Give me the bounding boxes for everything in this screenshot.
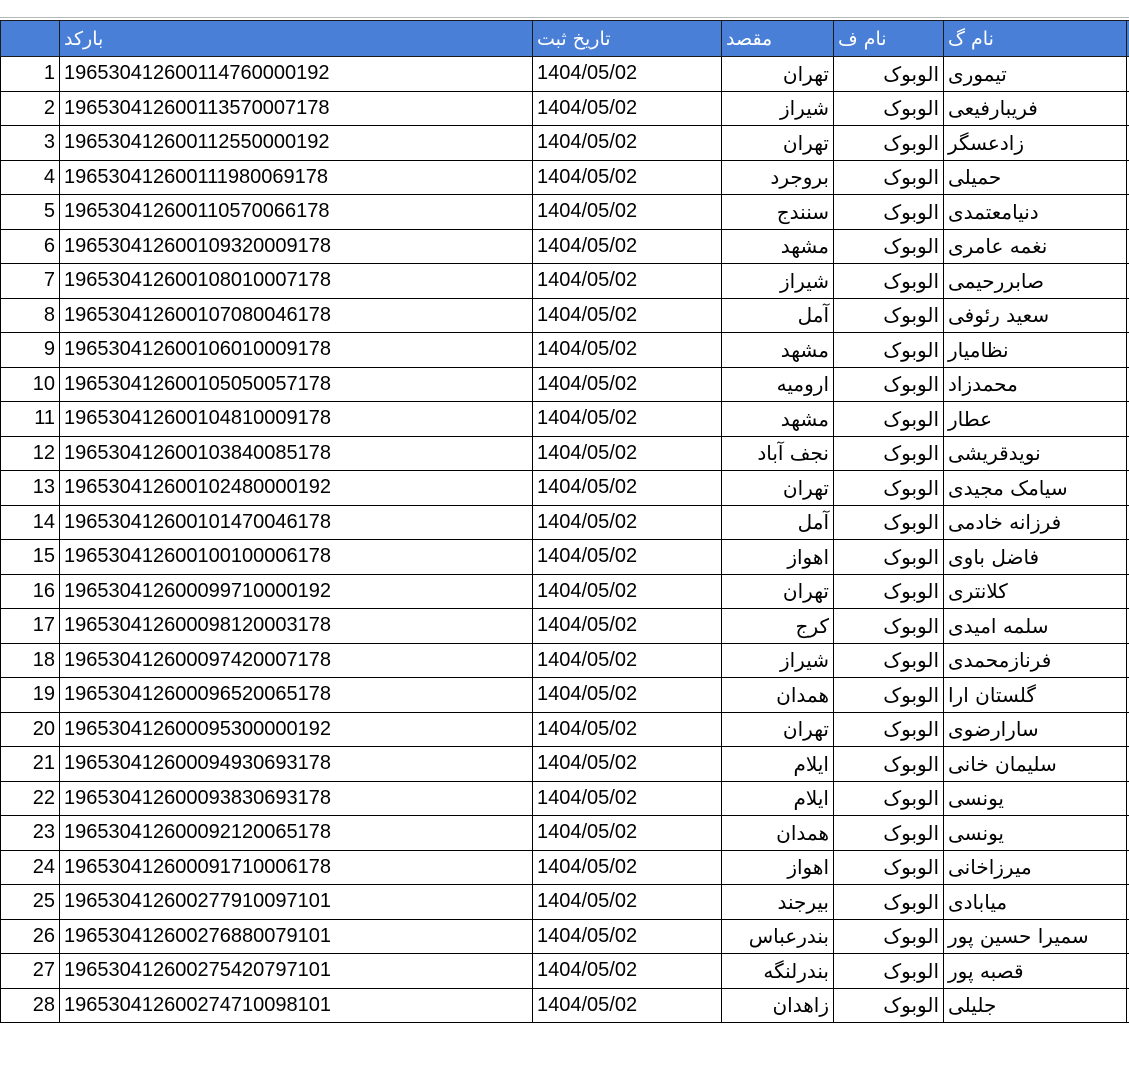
header-row <box>1 21 1129 57</box>
date-cell[interactable]: 1404/05/02 <box>533 505 722 540</box>
last-name-cell[interactable]: نظامیار <box>944 333 1127 368</box>
first-name-cell[interactable]: الوبوک <box>834 712 944 747</box>
destination-cell[interactable]: مشهد <box>722 402 834 437</box>
row-index-cell[interactable]: 5 <box>1 195 60 230</box>
barcode-cell[interactable]: 196530412600097420007178 <box>60 643 533 678</box>
table-row <box>1 229 1129 264</box>
table-row <box>1 195 1129 230</box>
barcode-cell[interactable]: 196530412600093830693178 <box>60 781 533 816</box>
table-row <box>1 126 1129 161</box>
destination-cell[interactable]: بیرجند <box>722 885 834 920</box>
barcode-cell[interactable]: 196530412600105050057178 <box>60 367 533 402</box>
table-row <box>1 367 1129 402</box>
barcode-cell[interactable]: 196530412600108010007178 <box>60 264 533 299</box>
table-row <box>1 91 1129 126</box>
header-barcode[interactable]: بارکد <box>60 21 533 57</box>
row-index-cell[interactable]: 13 <box>1 471 60 506</box>
header-last-name[interactable]: نام گ <box>944 21 1127 57</box>
date-cell[interactable]: 1404/05/02 <box>533 367 722 402</box>
table-row <box>1 712 1129 747</box>
row-index-cell[interactable]: 25 <box>1 885 60 920</box>
destination-cell[interactable]: تهران <box>722 57 834 92</box>
destination-cell[interactable]: ایلام <box>722 747 834 782</box>
date-cell[interactable]: 1404/05/02 <box>533 229 722 264</box>
barcode-cell[interactable]: 196530412600277910097101 <box>60 885 533 920</box>
table-row <box>1 160 1129 195</box>
destination-cell[interactable]: تهران <box>722 471 834 506</box>
barcode-cell[interactable]: 196530412600100100006178 <box>60 540 533 575</box>
row-index-cell[interactable]: 19 <box>1 678 60 713</box>
last-name-cell[interactable]: سمیرا حسین پور <box>944 919 1127 954</box>
date-cell[interactable]: 1404/05/02 <box>533 436 722 471</box>
destination-cell[interactable]: تهران <box>722 126 834 161</box>
date-cell[interactable]: 1404/05/02 <box>533 643 722 678</box>
row-index-cell[interactable]: 28 <box>1 988 60 1023</box>
date-cell[interactable]: 1404/05/02 <box>533 816 722 851</box>
shipment-table <box>0 20 1129 1023</box>
first-name-cell[interactable]: الوبوک <box>834 160 944 195</box>
destination-cell[interactable]: همدان <box>722 816 834 851</box>
date-cell[interactable]: 1404/05/02 <box>533 885 722 920</box>
header-first-name[interactable]: نام ف <box>834 21 944 57</box>
last-name-cell[interactable]: قصبه پور <box>944 954 1127 989</box>
destination-cell[interactable]: بندرعباس <box>722 919 834 954</box>
date-cell[interactable]: 1404/05/02 <box>533 471 722 506</box>
row-index-cell[interactable]: 17 <box>1 609 60 644</box>
table-row <box>1 643 1129 678</box>
first-name-cell[interactable]: الوبوک <box>834 229 944 264</box>
table-row <box>1 885 1129 920</box>
barcode-cell[interactable]: 196530412600106010009178 <box>60 333 533 368</box>
last-name-cell[interactable]: فرزانه خادمی <box>944 505 1127 540</box>
row-index-cell[interactable]: 10 <box>1 367 60 402</box>
last-name-cell[interactable]: سلیمان خانی <box>944 747 1127 782</box>
table-row <box>1 471 1129 506</box>
first-name-cell[interactable]: الوبوک <box>834 195 944 230</box>
barcode-cell[interactable]: 196530412600095300000192 <box>60 712 533 747</box>
destination-cell[interactable]: نجف آباد <box>722 436 834 471</box>
date-cell[interactable]: 1404/05/02 <box>533 126 722 161</box>
table-row <box>1 574 1129 609</box>
first-name-cell[interactable]: الوبوک <box>834 540 944 575</box>
first-name-cell[interactable]: الوبوک <box>834 954 944 989</box>
row-index-cell[interactable]: 3 <box>1 126 60 161</box>
last-name-cell[interactable]: میابادی <box>944 885 1127 920</box>
table-row <box>1 505 1129 540</box>
barcode-cell[interactable]: 196530412600094930693178 <box>60 747 533 782</box>
destination-cell[interactable]: ارومیه <box>722 367 834 402</box>
table-row <box>1 919 1129 954</box>
destination-cell[interactable]: همدان <box>722 678 834 713</box>
first-name-cell[interactable]: الوبوک <box>834 505 944 540</box>
first-name-cell[interactable]: الوبوک <box>834 781 944 816</box>
date-cell[interactable]: 1404/05/02 <box>533 850 722 885</box>
last-name-cell[interactable]: حمیلی <box>944 160 1127 195</box>
table-row <box>1 402 1129 437</box>
first-name-cell[interactable]: الوبوک <box>834 988 944 1023</box>
last-name-cell[interactable]: دنیامعتمدی <box>944 195 1127 230</box>
last-name-cell[interactable]: سیامک مجیدی <box>944 471 1127 506</box>
barcode-cell[interactable]: 196530412600109320009178 <box>60 229 533 264</box>
first-name-cell[interactable]: الوبوک <box>834 298 944 333</box>
row-index-cell[interactable]: 12 <box>1 436 60 471</box>
destination-cell[interactable]: بروجرد <box>722 160 834 195</box>
last-name-cell[interactable]: فرنازمحمدی <box>944 643 1127 678</box>
first-name-cell[interactable]: الوبوک <box>834 850 944 885</box>
last-name-cell[interactable]: زادعسگر <box>944 126 1127 161</box>
row-index-cell[interactable]: 24 <box>1 850 60 885</box>
last-name-cell[interactable]: یونسی <box>944 781 1127 816</box>
date-cell[interactable]: 1404/05/02 <box>533 402 722 437</box>
row-index-cell[interactable]: 20 <box>1 712 60 747</box>
row-index-cell[interactable]: 26 <box>1 919 60 954</box>
table-row <box>1 298 1129 333</box>
first-name-cell[interactable]: الوبوک <box>834 57 944 92</box>
destination-cell[interactable]: اهواز <box>722 850 834 885</box>
row-index-cell[interactable]: 11 <box>1 402 60 437</box>
date-cell[interactable]: 1404/05/02 <box>533 57 722 92</box>
table-row <box>1 954 1129 989</box>
table-row <box>1 540 1129 575</box>
date-cell[interactable]: 1404/05/02 <box>533 919 722 954</box>
last-name-cell[interactable]: کلانتری <box>944 574 1127 609</box>
barcode-cell[interactable]: 196530412600275420797101 <box>60 954 533 989</box>
first-name-cell[interactable]: الوبوک <box>834 643 944 678</box>
first-name-cell[interactable]: الوبوک <box>834 574 944 609</box>
row-index-cell[interactable]: 1 <box>1 57 60 92</box>
row-index-cell[interactable]: 27 <box>1 954 60 989</box>
table-row <box>1 988 1129 1023</box>
destination-cell[interactable]: شیراز <box>722 264 834 299</box>
row-index-cell[interactable]: 22 <box>1 781 60 816</box>
barcode-cell[interactable]: 196530412600110570066178 <box>60 195 533 230</box>
last-name-cell[interactable]: سعید رئوفی <box>944 298 1127 333</box>
table-row <box>1 609 1129 644</box>
table-row <box>1 816 1129 851</box>
barcode-cell[interactable]: 196530412600096520065178 <box>60 678 533 713</box>
first-name-cell[interactable]: الوبوک <box>834 678 944 713</box>
first-name-cell[interactable]: الوبوک <box>834 126 944 161</box>
header-index-cell[interactable] <box>1 21 60 57</box>
destination-cell[interactable]: کرج <box>722 609 834 644</box>
barcode-cell[interactable]: 196530412600102480000192 <box>60 471 533 506</box>
row-index-cell[interactable]: 6 <box>1 229 60 264</box>
row-index-cell[interactable]: 16 <box>1 574 60 609</box>
table-row <box>1 850 1129 885</box>
last-name-cell[interactable]: عطار <box>944 402 1127 437</box>
first-name-cell[interactable]: الوبوک <box>834 609 944 644</box>
row-index-cell[interactable]: 21 <box>1 747 60 782</box>
sheet-top-strip <box>0 0 1129 18</box>
row-index-cell[interactable]: 15 <box>1 540 60 575</box>
destination-cell[interactable]: زاهدان <box>722 988 834 1023</box>
table-row <box>1 57 1129 92</box>
last-name-cell[interactable]: فاضل باوی <box>944 540 1127 575</box>
barcode-cell[interactable]: 196530412600114760000192 <box>60 57 533 92</box>
barcode-cell[interactable]: 196530412600103840085178 <box>60 436 533 471</box>
last-name-cell[interactable]: تیموری <box>944 57 1127 92</box>
barcode-cell[interactable]: 196530412600101470046178 <box>60 505 533 540</box>
date-cell[interactable]: 1404/05/02 <box>533 574 722 609</box>
destination-cell[interactable]: مشهد <box>722 229 834 264</box>
first-name-cell[interactable]: الوبوک <box>834 816 944 851</box>
table-row <box>1 747 1129 782</box>
row-index-cell[interactable]: 9 <box>1 333 60 368</box>
first-name-cell[interactable]: الوبوک <box>834 747 944 782</box>
last-name-cell[interactable]: محمدزاد <box>944 367 1127 402</box>
first-name-cell[interactable]: الوبوک <box>834 471 944 506</box>
last-name-cell[interactable]: نغمه عامری <box>944 229 1127 264</box>
table-row <box>1 678 1129 713</box>
table-row <box>1 333 1129 368</box>
header-destination[interactable]: مقصد <box>722 21 834 57</box>
date-cell[interactable]: 1404/05/02 <box>533 954 722 989</box>
destination-cell[interactable]: مشهد <box>722 333 834 368</box>
barcode-cell[interactable]: 196530412600104810009178 <box>60 402 533 437</box>
row-index-cell[interactable]: 8 <box>1 298 60 333</box>
table-row <box>1 436 1129 471</box>
last-name-cell[interactable]: گلستان ارا <box>944 678 1127 713</box>
barcode-cell[interactable]: 196530412600092120065178 <box>60 816 533 851</box>
row-index-cell[interactable]: 2 <box>1 91 60 126</box>
date-cell[interactable]: 1404/05/02 <box>533 678 722 713</box>
last-name-cell[interactable]: سلمه امیدی <box>944 609 1127 644</box>
destination-cell[interactable]: بندرلنگه <box>722 954 834 989</box>
header-date[interactable]: تاریخ ثبت <box>533 21 722 57</box>
first-name-cell[interactable]: الوبوک <box>834 367 944 402</box>
date-cell[interactable]: 1404/05/02 <box>533 988 722 1023</box>
destination-cell[interactable]: اهواز <box>722 540 834 575</box>
last-name-cell[interactable]: سارارضوی <box>944 712 1127 747</box>
last-name-cell[interactable]: فریبارفیعی <box>944 91 1127 126</box>
date-cell[interactable]: 1404/05/02 <box>533 712 722 747</box>
destination-cell[interactable]: ایلام <box>722 781 834 816</box>
row-index-cell[interactable]: 7 <box>1 264 60 299</box>
date-cell[interactable]: 1404/05/02 <box>533 195 722 230</box>
date-cell[interactable]: 1404/05/02 <box>533 540 722 575</box>
last-name-cell[interactable]: صابررحیمی <box>944 264 1127 299</box>
barcode-cell[interactable]: 196530412600276880079101 <box>60 919 533 954</box>
barcode-cell[interactable]: 196530412600099710000192 <box>60 574 533 609</box>
first-name-cell[interactable]: الوبوک <box>834 885 944 920</box>
last-name-cell[interactable]: میرزاخانی <box>944 850 1127 885</box>
destination-cell[interactable]: آمل <box>722 505 834 540</box>
first-name-cell[interactable]: الوبوک <box>834 402 944 437</box>
row-index-cell[interactable]: 4 <box>1 160 60 195</box>
last-name-cell[interactable]: یونسی <box>944 816 1127 851</box>
date-cell[interactable]: 1404/05/02 <box>533 747 722 782</box>
date-cell[interactable]: 1404/05/02 <box>533 264 722 299</box>
date-cell[interactable]: 1404/05/02 <box>533 609 722 644</box>
last-name-cell[interactable]: نویدقریشی <box>944 436 1127 471</box>
date-cell[interactable]: 1404/05/02 <box>533 781 722 816</box>
barcode-cell[interactable]: 196530412600098120003178 <box>60 609 533 644</box>
table-row <box>1 264 1129 299</box>
barcode-cell[interactable]: 196530412600091710006178 <box>60 850 533 885</box>
first-name-cell[interactable]: الوبوک <box>834 919 944 954</box>
destination-cell[interactable]: تهران <box>722 574 834 609</box>
first-name-cell[interactable]: الوبوک <box>834 436 944 471</box>
destination-cell[interactable]: آمل <box>722 298 834 333</box>
destination-cell[interactable]: شیراز <box>722 643 834 678</box>
row-index-cell[interactable]: 14 <box>1 505 60 540</box>
row-index-cell[interactable]: 23 <box>1 816 60 851</box>
date-cell[interactable]: 1404/05/02 <box>533 91 722 126</box>
barcode-cell[interactable]: 196530412600112550000192 <box>60 126 533 161</box>
first-name-cell[interactable]: الوبوک <box>834 333 944 368</box>
destination-cell[interactable]: تهران <box>722 712 834 747</box>
first-name-cell[interactable]: الوبوک <box>834 91 944 126</box>
first-name-cell[interactable]: الوبوک <box>834 264 944 299</box>
last-name-cell[interactable]: جلیلی <box>944 988 1127 1023</box>
barcode-cell[interactable]: 196530412600107080046178 <box>60 298 533 333</box>
barcode-cell[interactable]: 196530412600274710098101 <box>60 988 533 1023</box>
barcode-cell[interactable]: 196530412600113570007178 <box>60 91 533 126</box>
barcode-cell[interactable]: 196530412600111980069178 <box>60 160 533 195</box>
date-cell[interactable]: 1404/05/02 <box>533 333 722 368</box>
destination-cell[interactable]: سنندج <box>722 195 834 230</box>
row-index-cell[interactable]: 18 <box>1 643 60 678</box>
date-cell[interactable]: 1404/05/02 <box>533 160 722 195</box>
destination-cell[interactable]: شیراز <box>722 91 834 126</box>
table-row <box>1 781 1129 816</box>
date-cell[interactable]: 1404/05/02 <box>533 298 722 333</box>
